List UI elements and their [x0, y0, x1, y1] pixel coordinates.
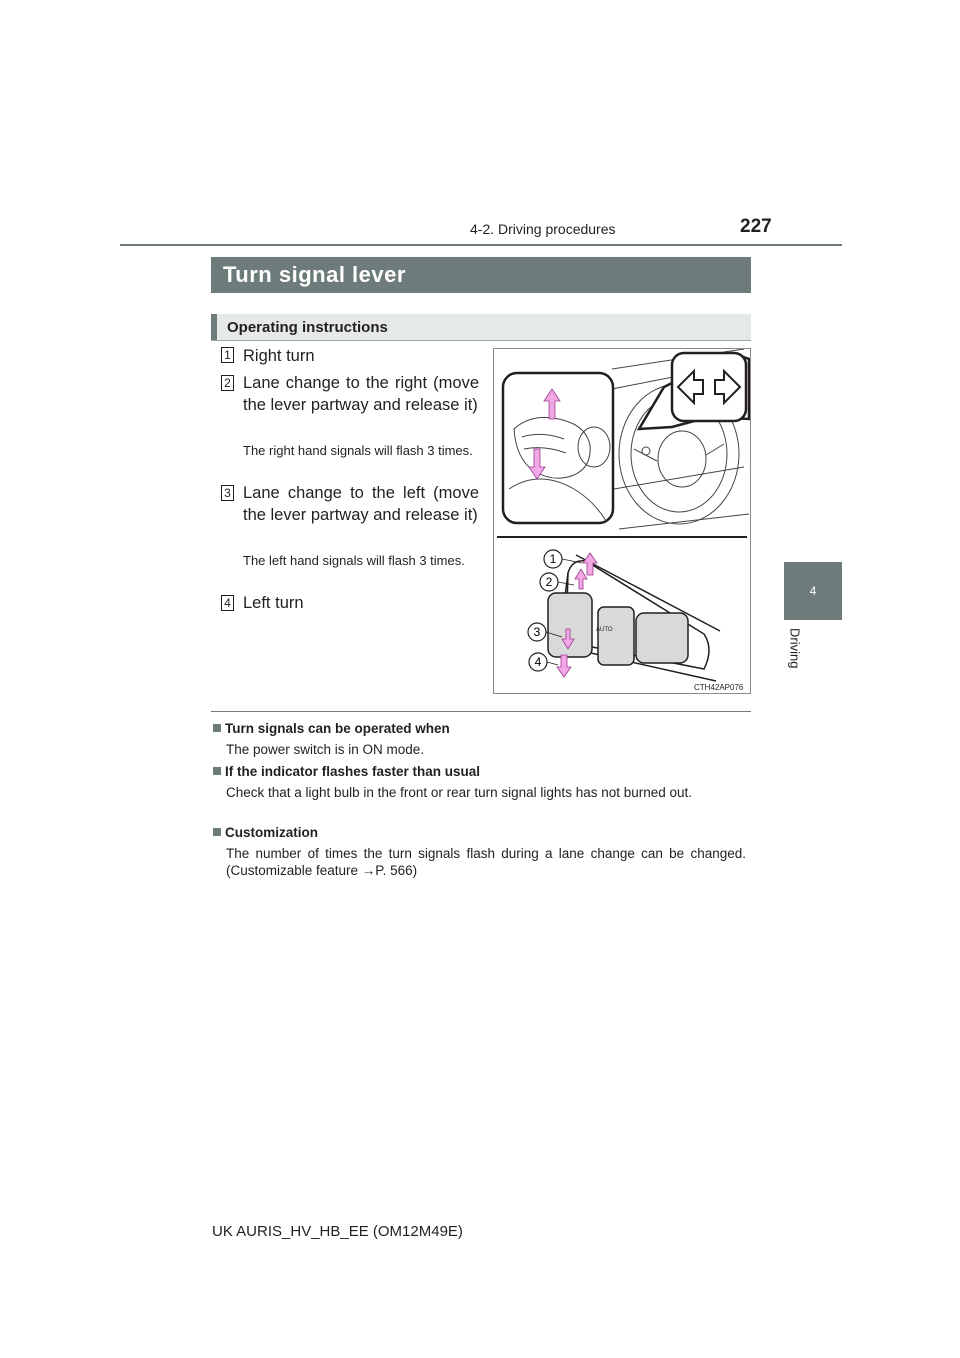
hand-inset-frame — [503, 373, 613, 523]
notes-rule — [211, 711, 751, 712]
square-bullet-icon — [213, 828, 221, 836]
item-text-3: Lane change to the left (move the lever partway and release it) — [243, 484, 479, 524]
square-bullet-icon — [213, 767, 221, 775]
note-heading-text: Turn signals can be operated when — [225, 721, 450, 736]
item-text-1: Right turn — [243, 347, 315, 365]
page-number: 227 — [740, 216, 772, 237]
chapter-number: 4 — [809, 584, 817, 598]
footer-model-code: UK AURIS_HV_HB_EE (OM12M49E) — [212, 1223, 463, 1240]
note-heading-text: If the indicator flashes faster than usual — [225, 764, 481, 779]
callout-1 — [544, 550, 562, 568]
illustration-drawing — [494, 349, 750, 693]
note-body-1: The power switch is in ON mode. — [226, 742, 425, 757]
note-body-3: The number of times the turn signals flash during a lane change can be changed. (Customizable feature →P. 566) — [226, 846, 746, 878]
item-number-4: 4 — [221, 595, 234, 611]
callout-4 — [529, 653, 547, 671]
item-number-2: 2 — [221, 375, 234, 391]
figure-code: CTH42AP076 — [694, 683, 744, 692]
callout-2 — [540, 573, 558, 591]
note-body-2: Check that a light bulb in the front or rear turn signal lights has not burned out. — [226, 785, 693, 800]
chapter-tab — [784, 562, 842, 620]
lever-auto-label: AUTO — [596, 627, 613, 633]
item-text-4: Left turn — [243, 594, 304, 612]
svg-text:1: 1 — [549, 552, 557, 566]
turn-signal-illustration — [493, 348, 751, 694]
figure-divider — [497, 536, 747, 538]
lever-body — [545, 555, 720, 681]
note-heading-1 — [213, 721, 450, 736]
note-heading-3 — [213, 825, 318, 840]
item-text-2: Lane change to the right (move the lever partway and release it) — [243, 374, 479, 414]
svg-text:3: 3 — [533, 625, 541, 639]
header-section: 4-2. Driving procedures — [470, 221, 616, 237]
subheading: Operating instructions — [211, 314, 751, 340]
note-heading-2 — [213, 764, 480, 779]
square-bullet-icon — [213, 724, 221, 732]
subheading-rule — [211, 340, 751, 341]
svg-text:2: 2 — [545, 575, 553, 589]
chapter-label: Driving — [787, 628, 803, 669]
arrow-left-turn-icon — [557, 655, 571, 677]
header-rule — [120, 244, 842, 246]
item-note-3: The left hand signals will flash 3 times. — [243, 553, 465, 568]
callout-3 — [528, 623, 546, 641]
item-number-1: 1 — [221, 347, 234, 363]
item-number-3: 3 — [221, 485, 234, 501]
item-note-2: The right hand signals will flash 3 times. — [243, 443, 473, 458]
page-title: Turn signal lever — [211, 257, 751, 293]
note-heading-text: Customization — [225, 825, 318, 840]
svg-text:4: 4 — [534, 655, 542, 669]
